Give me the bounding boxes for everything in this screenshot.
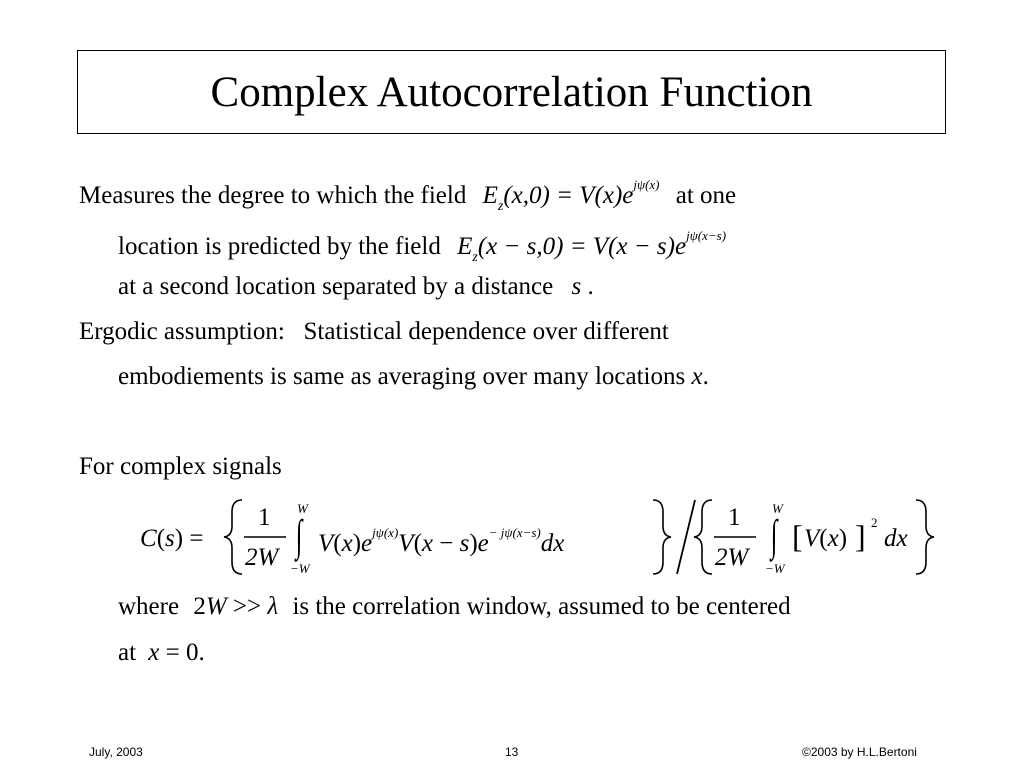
numerator-1: 1	[258, 504, 271, 531]
para1-text-d: at a second location separated by a distance	[118, 273, 554, 300]
integral-sign-2: ∫	[770, 511, 778, 560]
variable-x: x	[691, 363, 703, 390]
para1-text-a: Measures the degree to which the field	[79, 182, 467, 209]
para4-line1	[118, 594, 791, 619]
equation-field-at-x-minus-s: $E_z(x - s,0) = V(x - s)e^{j\psi(x-s)}$	[457, 228, 727, 265]
title-box	[77, 50, 946, 134]
footer-page-number: 13	[505, 745, 519, 759]
para4-line2	[118, 640, 205, 665]
integrand-1: $V(x)e^{j\psi(x)}V(x - s)e^{- j\psi(x-s)}dx$	[318, 525, 565, 557]
numerator-2: 1	[728, 504, 741, 531]
division-slash	[677, 500, 695, 574]
variable-s: s	[571, 273, 582, 300]
para4-text-c: at	[118, 639, 137, 666]
integral-lower-2: −W	[765, 561, 785, 576]
squared-exponent: 2	[871, 515, 878, 530]
equation-field-at-x: $E_z(x,0) = V(x)e^{j\psi(x)}$	[482, 177, 660, 214]
para4-text-b: is the correlation window, assumed to be centered	[292, 593, 791, 620]
footer-date: July, 2003	[89, 745, 143, 759]
integral-upper-2: W	[772, 501, 783, 516]
left-brace-1	[224, 500, 242, 574]
denominator-2: 2W	[715, 544, 749, 571]
para1-period: .	[587, 273, 594, 300]
para1-text-c: location is predicted by the field	[118, 233, 441, 260]
integral-upper-1: W	[297, 501, 308, 516]
right-square-bracket: ]	[855, 518, 866, 554]
para1-text-b: at one	[675, 182, 737, 209]
differential-2: dx	[884, 525, 908, 552]
para2-line1: Ergodic assumption: Statistical dependence over different	[79, 318, 669, 345]
denominator-1: 2W	[245, 544, 279, 571]
para4-text-a: where	[118, 593, 180, 620]
window-inequality: 2W >> λ	[193, 593, 279, 620]
right-brace-2	[916, 500, 934, 574]
left-square-bracket: [	[792, 518, 803, 554]
left-brace-2	[694, 500, 712, 574]
para2-line2	[118, 364, 709, 389]
para2-period: .	[702, 363, 709, 390]
para3-line: For complex signals	[79, 453, 282, 480]
center-equation: x = 0.	[148, 639, 205, 666]
para1-line3	[118, 274, 594, 299]
para1-line2	[118, 229, 726, 265]
formula-lhs: C(s) =	[140, 525, 204, 552]
right-brace-1	[653, 500, 671, 574]
para2-text-b: embodiements is same as averaging over many locations	[118, 363, 686, 390]
integral-sign-1: ∫	[295, 511, 303, 560]
footer-copyright: ©2003 by H.L.Bertoni	[802, 745, 917, 759]
autocorrelation-formula	[140, 492, 940, 582]
para1-line1	[79, 178, 736, 214]
integral-lower-1: −W	[290, 561, 310, 576]
integrand-2: V(x)	[804, 525, 848, 552]
slide-title: Complex Autocorrelation Function	[210, 68, 813, 116]
